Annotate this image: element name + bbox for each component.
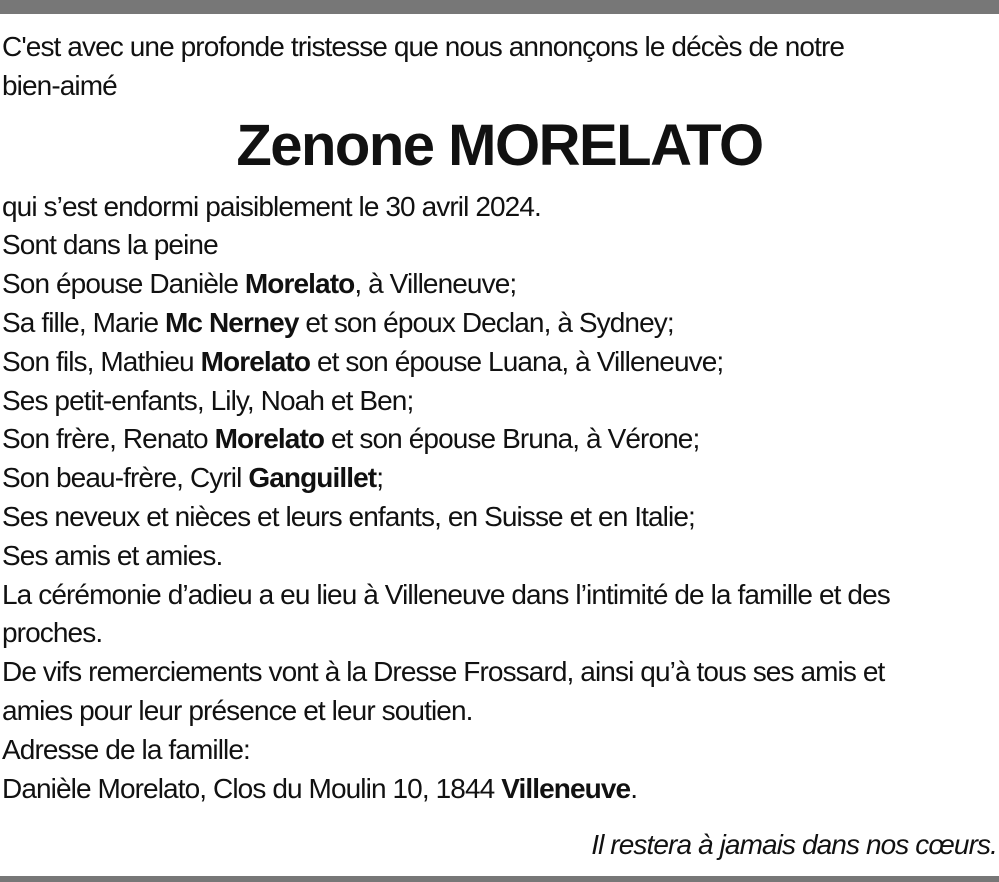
closing-phrase: Il restera à jamais dans nos cœurs. [591,829,997,860]
family-member-text: Ses amis et amies. [2,539,223,571]
family-member-line [2,343,997,382]
intro-line-1: C'est avec une profonde tristesse que nous annonçons le décès de notre [2,31,845,62]
obituary-notice [2,28,997,808]
family-member-surname: Morelato [200,345,311,377]
family-member-text: Ses neveux et nièces et leurs enfants, en Suisse et en Italie; [2,500,695,532]
ceremony-line-1: La cérémonie d’adieu a eu lieu à Villeneuve dans l’intimité de la famille et des [2,578,890,610]
address-end: . [630,772,638,804]
family-member-line [2,382,997,421]
family-list [2,265,997,575]
family-member-text: Son fils, Mathieu [2,345,201,377]
mourning-heading: Sont dans la peine [2,229,218,261]
family-member-line [2,459,997,498]
address-line [2,770,997,809]
address-city: Villeneuve [501,772,631,804]
family-member-text: Ses petit-enfants, Lily, Noah et Ben; [2,384,414,416]
family-member-line [2,304,997,343]
family-member-detail: et son époux Declan, à Sydney; [298,306,674,338]
family-member-line [2,265,997,304]
address-text: Danièle Morelato, Clos du Moulin 10, 1844 [2,772,502,804]
intro-line-2: bien-aimé [2,69,117,101]
bottom-border-rule [0,876,999,882]
family-member-detail: et son épouse Bruna, à Vérone; [324,423,700,455]
deceased-name: Zenone MORELATO [236,112,763,178]
top-border-rule [0,0,999,14]
thanks-line-1: De vifs remerciements vont à la Dresse Frossard, ainsi qu’à tous ses amis et [2,656,885,688]
family-member-text: Son beau-frère, Cyril [2,462,249,494]
family-member-text: Son frère, Renato [2,423,215,455]
family-member-line [2,420,997,459]
family-member-surname: Mc Nerney [165,306,299,338]
thanks-line-2: amies pour leur présence et leur soutien. [2,694,473,726]
family-member-line [2,498,997,537]
family-member-detail: et son épouse Luana, à Villeneuve; [310,345,724,377]
family-member-surname: Morelato [244,268,355,300]
family-member-surname: Morelato [214,423,325,455]
family-member-text: Son épouse Danièle [2,268,245,300]
address-label: Adresse de la famille: [2,733,250,765]
family-member-detail: ; [376,462,384,494]
family-member-surname: Ganguillet [248,462,377,494]
family-member-text: Sa fille, Marie [2,306,165,338]
passing-statement: qui s’est endormi paisiblement le 30 avril 2024. [2,190,541,222]
family-member-detail: , à Villeneuve; [354,268,517,300]
ceremony-line-2: proches. [2,617,103,649]
family-member-line [2,537,997,576]
